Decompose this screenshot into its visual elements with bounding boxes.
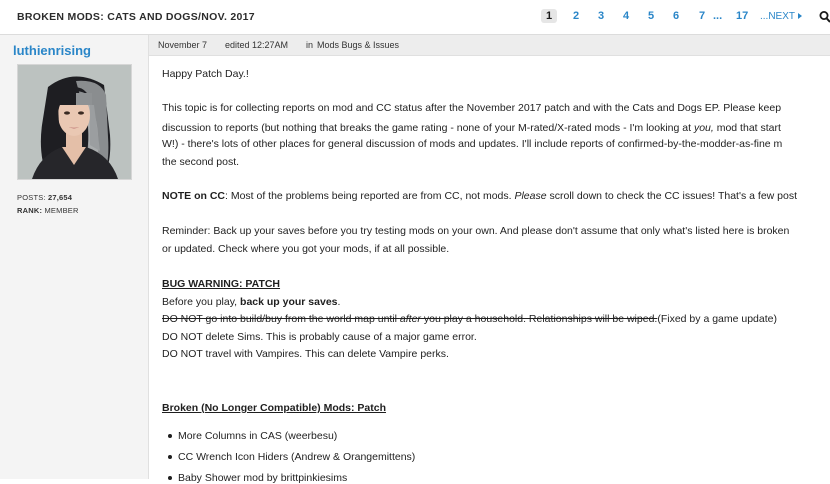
page-link-6[interactable]: 6 <box>673 10 680 22</box>
post-edited-time: edited 12:27AM <box>225 40 289 50</box>
post-category-link[interactable]: Mods Bugs & Issues <box>317 40 400 50</box>
reminder-line-2: or updated. Check where you got your mods, if at all possible. <box>162 243 450 255</box>
page-link-3[interactable]: 3 <box>598 10 605 22</box>
list-item: CC Wrench Icon Hiders (Andrew & Orangemittens) <box>178 451 415 463</box>
broken-mods-heading: Broken (No Longer Compatible) Mods: Patch <box>162 402 387 414</box>
post-body <box>162 0 830 484</box>
reminder-line-1: Reminder: Back up your saves before you try testing mods on your own. And please don't assume that only what's listed here is broken <box>162 225 790 237</box>
author-post-count: POSTS: 27,654 <box>17 193 73 202</box>
intro-line-2: discussion to reports (but nothing that breaks the game rating - none of your M-rated/X-rated mods - I'm looking at you, mod that start <box>162 122 781 134</box>
intro-line-4: the second post. <box>162 156 240 168</box>
page-link-5[interactable]: 5 <box>648 10 655 22</box>
author-rank: RANK: MEMBER <box>17 206 79 215</box>
list-item: Baby Shower mod by brittpinkiesims <box>178 472 347 484</box>
thread-title: BROKEN MODS: CATS AND DOGS/NOV. 2017 <box>17 11 255 23</box>
intro-line-1: This topic is for collecting reports on mod and CC status after the November 2017 patch and with the Cats and Dogs EP. Please keep <box>162 102 782 114</box>
author-avatar[interactable] <box>17 64 132 180</box>
page-link-last[interactable]: 17 <box>736 10 749 22</box>
page-link-4[interactable]: 4 <box>623 10 630 22</box>
bug-backup-line: Before you play, back up your saves. <box>162 296 341 308</box>
page-ellipsis: ... <box>713 10 723 22</box>
post-date-link[interactable]: November 7 <box>158 40 208 50</box>
page-current: 1 <box>541 9 557 23</box>
page-link-7[interactable]: 7 <box>699 10 706 22</box>
bug-warning-heading: BUG WARNING: PATCH <box>162 278 281 290</box>
next-page-label: ...NEXT <box>760 11 796 22</box>
list-item: More Columns in CAS (weerbesu) <box>178 430 337 442</box>
author-username[interactable]: luthienrising <box>13 43 91 58</box>
page-link-2[interactable]: 2 <box>573 10 580 22</box>
avatar-image <box>18 65 131 179</box>
post-greeting: Happy Patch Day.! <box>162 68 249 80</box>
bullet-icon <box>168 476 172 480</box>
intro-line-3: W!) - there's lots of other places for general discussion of mods and updates. I'll include reports of confirmed-by-the-modder-as-fine m <box>162 138 783 150</box>
note-on-cc: NOTE on CC: Most of the problems being reported are from CC, not mods. Please scroll down to check the CC issues! That's a few post <box>162 190 797 202</box>
bug-delete-sims-line: DO NOT delete Sims. This is probably cause of a major game error. <box>162 331 477 343</box>
bug-vampires-line: DO NOT travel with Vampires. This can delete Vampire perks. <box>162 348 449 360</box>
bullet-icon <box>168 434 172 438</box>
post-category-prefix: in <box>306 40 314 50</box>
bullet-icon <box>168 455 172 459</box>
author-sidebar <box>0 35 149 479</box>
bug-build-buy-line: DO NOT go into build/buy from the world map until after you play a household. Relationships will be wiped.(Fixed by a game update) <box>162 313 777 325</box>
